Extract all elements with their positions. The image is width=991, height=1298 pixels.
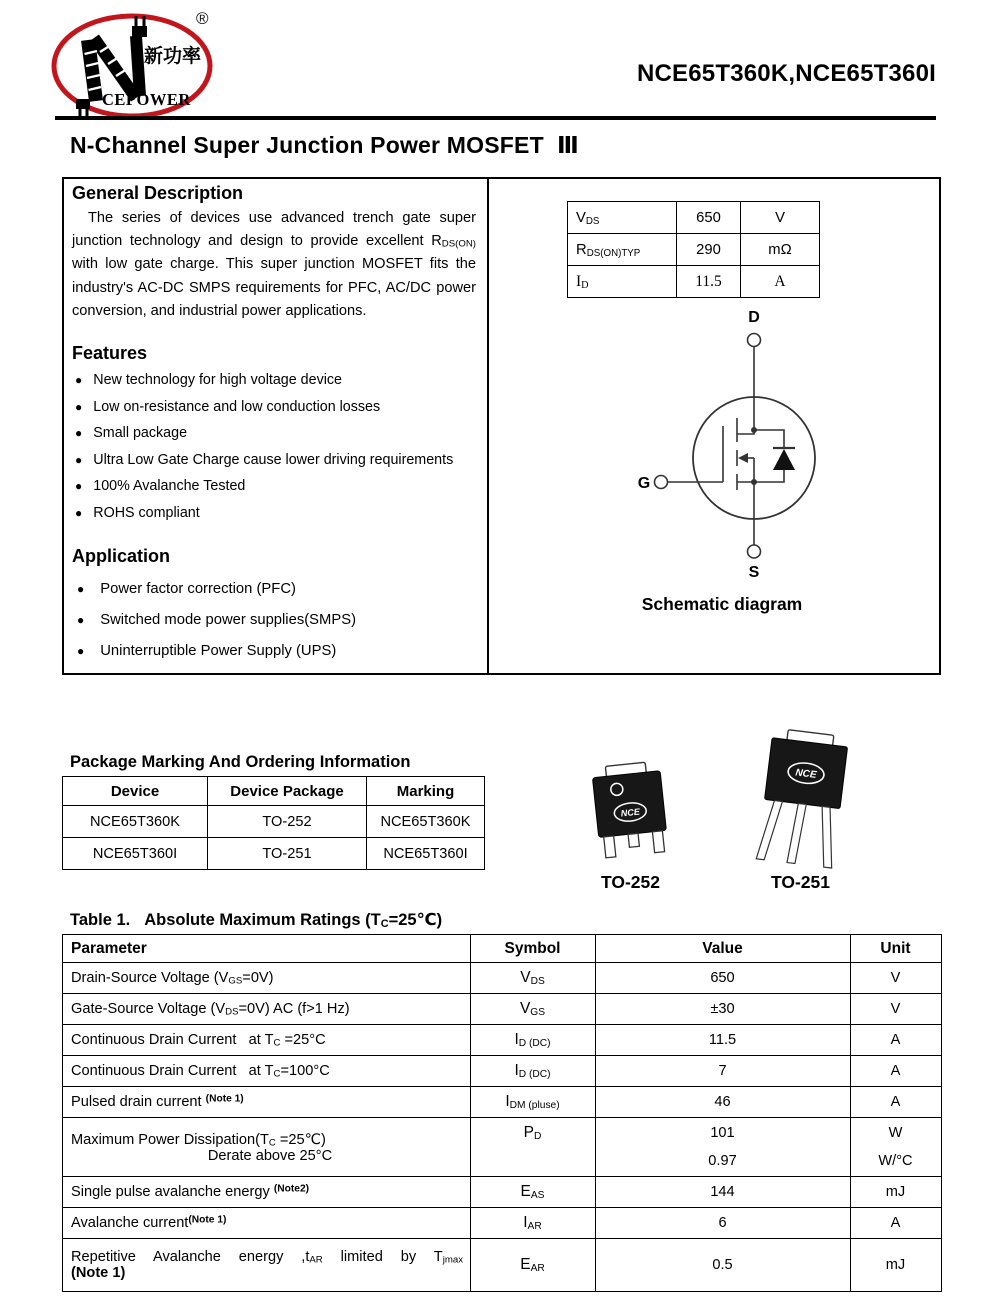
symbol-cell: $I_{D (DC)}$ <box>471 1056 596 1087</box>
value-line: 0.97 <box>708 1153 737 1169</box>
param-cell <box>63 1239 471 1292</box>
abs-max-ratings-table <box>62 934 942 1292</box>
ordering-col-header: Marking <box>367 777 485 806</box>
symbol-cell: $P_D$ <box>471 1118 596 1177</box>
mosfet-schematic <box>604 300 904 600</box>
unit-cell <box>851 1118 942 1177</box>
value-cell <box>596 1025 851 1056</box>
key-spec-param: $I_D$ <box>568 266 677 298</box>
value-cell <box>596 963 851 994</box>
unit-cell <box>851 1056 942 1087</box>
application-heading: Application <box>72 546 170 566</box>
value-line: 11.5 <box>708 1032 737 1048</box>
param-text: Pulsed drain current $^{(Note 1)}$ <box>71 1093 244 1110</box>
value-line: 46 <box>714 1094 731 1110</box>
package-label-to252: TO-252 <box>600 872 660 892</box>
key-spec-value: 11.5 <box>677 266 741 298</box>
bullet-icon: ● <box>77 582 85 596</box>
bullet-icon: ● <box>75 399 83 414</box>
ncepower-logo <box>48 4 218 119</box>
feature-item <box>72 367 453 394</box>
value-line: ±30 <box>710 1001 735 1017</box>
table-row <box>63 994 942 1025</box>
symbol-cell: $E_{AR}$ <box>471 1239 596 1292</box>
symbol-cell: $V_{DS}$ <box>471 963 596 994</box>
unit-line: V <box>890 970 901 986</box>
schematic-caption: Schematic diagram <box>641 594 803 614</box>
key-spec-row <box>568 234 820 266</box>
features-heading: Features <box>72 343 148 363</box>
key-spec-row <box>568 202 820 234</box>
param-text: Avalanche current$^{(Note 1)}$ <box>71 1214 227 1231</box>
key-specs-table <box>567 201 820 298</box>
application-item <box>72 605 356 636</box>
feature-item <box>72 394 453 421</box>
unit-line: W <box>888 1125 903 1141</box>
feature-item <box>72 420 453 447</box>
value-line: 0.5 <box>712 1257 733 1273</box>
table-row <box>63 1056 942 1087</box>
table1-col-header: Parameter <box>63 935 471 963</box>
value-line: 101 <box>710 1125 735 1141</box>
key-spec-unit: mΩ <box>741 234 820 266</box>
unit-cell <box>851 994 942 1025</box>
value-line: 650 <box>710 970 735 986</box>
feature-label: Ultra Low Gate Charge cause lower driving requirements <box>93 451 454 468</box>
value-cell <box>596 1177 851 1208</box>
param-cell <box>63 1025 471 1056</box>
feature-label: Low on-resistance and low conduction losses <box>93 398 381 415</box>
feature-item <box>72 500 453 527</box>
package-logo-text: NCE <box>794 767 818 781</box>
param-text-line2: (Note 1) <box>71 1265 126 1281</box>
general-description-body: The series of devices use advanced trench gate super junction technology and design to provide excellent $R_{DS(ON)}$ with low gate charge. This super junction MOSFET fits the industry's AC-DC SMPS requirements for PFC, AC/DC power conversion, and industrial power applications. <box>72 210 476 319</box>
table-row <box>63 1239 942 1292</box>
param-text: Repetitive Avalanche energy $,t_{AR}$ limited by $T_{jmax}$ <box>71 1249 464 1266</box>
param-cell <box>63 1087 471 1118</box>
table-row <box>63 1118 942 1177</box>
table-row <box>63 1208 942 1239</box>
unit-line: A <box>890 1063 901 1079</box>
bullet-icon: ● <box>75 373 83 387</box>
key-spec-unit: V <box>741 202 820 234</box>
ordering-col-header: Device <box>63 777 208 806</box>
bullet-icon: ● <box>77 644 85 658</box>
param-text: Continuous Drain Current at $T_C=100^\circ C$ <box>71 1063 330 1080</box>
value-line: 144 <box>710 1184 735 1200</box>
symbol-cell: $V_{GS}$ <box>471 994 596 1025</box>
param-text: Gate-Source Voltage $(V_{DS}=0V)$ AC (f>1 Hz) <box>71 1001 350 1018</box>
ordering-table <box>62 776 485 870</box>
ordering-row <box>63 838 485 870</box>
ordering-heading: Package Marking And Ordering Information <box>70 753 411 771</box>
logo-en-text: CEPOWER <box>102 90 191 109</box>
source-terminal <box>748 545 761 558</box>
value-cell <box>596 1056 851 1087</box>
feature-label: 100% Avalanche Tested <box>93 478 246 495</box>
ordering-cell: NCE65T360K <box>63 806 208 838</box>
bullet-icon: ● <box>75 505 83 520</box>
table1-label: Table 1. <box>70 911 131 929</box>
feature-item <box>72 473 453 500</box>
param-cell <box>63 994 471 1025</box>
symbol-cell: $I_{DM (pluse)}$ <box>471 1087 596 1118</box>
param-text: Continuous Drain Current at $T_C =25^\circ C$ <box>71 1032 326 1049</box>
table1-title: Absolute Maximum Ratings $(T_C=25℃)$ <box>144 911 443 930</box>
ordering-cell: NCE65T360I <box>367 838 485 870</box>
value-line: 6 <box>718 1215 727 1231</box>
key-spec-value: 290 <box>677 234 741 266</box>
application-item <box>72 574 356 605</box>
features-list <box>72 367 453 527</box>
ordering-row <box>63 806 485 838</box>
unit-cell <box>851 1025 942 1056</box>
value-cell <box>596 994 851 1025</box>
unit-line: A <box>890 1032 901 1048</box>
bullet-icon: ● <box>75 479 83 494</box>
logo-cn-text: 新功率 <box>144 46 202 67</box>
application-label: Uninterruptible Power Supply (UPS) <box>100 643 337 659</box>
drain-label: D <box>748 309 760 326</box>
unit-line: V <box>890 1001 901 1017</box>
param-text: Drain-Source Voltage $(V_{GS}=0V)$ <box>71 970 274 987</box>
table-row <box>63 1177 942 1208</box>
param-cell <box>63 1118 471 1177</box>
unit-line: W/°C <box>878 1153 913 1169</box>
key-spec-param: $V_{DS}$ <box>568 202 677 234</box>
table-row <box>63 1087 942 1118</box>
overview-divider <box>487 179 489 673</box>
table-row <box>63 1025 942 1056</box>
gate-label: G <box>637 475 651 492</box>
package-label-to251: TO-251 <box>770 872 830 892</box>
feature-label: New technology for high voltage device <box>93 372 343 388</box>
ordering-col-header: Device Package <box>208 777 367 806</box>
param-cell <box>63 1056 471 1087</box>
source-label: S <box>748 564 760 581</box>
package-to251-image <box>740 722 866 874</box>
value-cell <box>596 1239 851 1292</box>
package-to252-image <box>578 752 683 866</box>
ordering-cell: NCE65T360I <box>63 838 208 870</box>
value-cell <box>596 1118 851 1177</box>
symbol-cell: $E_{AS}$ <box>471 1177 596 1208</box>
param-text: Single pulse avalanche energy $^{(Note2)}$ <box>71 1183 310 1200</box>
ordering-cell: TO-252 <box>208 806 367 838</box>
unit-line: mJ <box>885 1184 906 1200</box>
feature-item <box>72 447 453 474</box>
part-numbers: NCE65T360K,NCE65T360I <box>636 60 936 87</box>
unit-cell <box>851 1239 942 1292</box>
value-line: 7 <box>718 1063 727 1079</box>
value-cell <box>596 1087 851 1118</box>
unit-cell <box>851 963 942 994</box>
application-label: Switched mode power supplies(SMPS) <box>100 612 357 628</box>
unit-cell <box>851 1177 942 1208</box>
package-logo-text: NCE <box>620 806 641 819</box>
bullet-icon: ● <box>75 426 83 441</box>
param-text: Maximum Power $Dissipation(T_C$ =25℃) <box>71 1131 326 1149</box>
overview-box <box>62 177 941 675</box>
application-list <box>72 574 356 667</box>
key-spec-row <box>568 266 820 298</box>
table1-col-header: Unit <box>851 935 942 963</box>
feature-label: Small package <box>93 425 188 442</box>
header-rule <box>55 116 936 120</box>
unit-cell <box>851 1087 942 1118</box>
key-spec-unit: A <box>741 266 820 298</box>
symbol-cell: $I_{D (DC)}$ <box>471 1025 596 1056</box>
bullet-icon: ● <box>77 613 85 627</box>
table1-header-row <box>63 935 942 963</box>
table1-heading <box>70 910 442 930</box>
param-text-line2: Derate above 25°C <box>207 1147 333 1164</box>
table-row <box>63 963 942 994</box>
gate-terminal <box>655 476 668 489</box>
param-cell <box>63 1208 471 1239</box>
ordering-cell: NCE65T360K <box>367 806 485 838</box>
drain-terminal <box>748 334 761 347</box>
unit-line: A <box>890 1215 901 1231</box>
body-diode <box>773 449 795 470</box>
param-cell <box>63 1177 471 1208</box>
application-item <box>72 636 356 667</box>
mosfet-arrow <box>738 453 748 463</box>
param-cell <box>63 963 471 994</box>
bullet-icon: ● <box>75 452 83 467</box>
key-spec-param: $R_{DS(ON)TYP}$ <box>568 234 677 266</box>
page-title: N-Channel Super Junction Power MOSFET Ⅲ <box>70 132 579 158</box>
unit-cell <box>851 1208 942 1239</box>
unit-line: A <box>890 1094 901 1110</box>
table1-col-header: Value <box>596 935 851 963</box>
ordering-cell: TO-251 <box>208 838 367 870</box>
feature-label: ROHS compliant <box>93 504 200 521</box>
symbol-cell: $I_{AR}$ <box>471 1208 596 1239</box>
unit-line: mJ <box>885 1257 906 1273</box>
table1-col-header: Symbol <box>471 935 596 963</box>
application-label: Power factor correction (PFC) <box>100 581 296 597</box>
value-cell <box>596 1208 851 1239</box>
key-spec-value: 650 <box>677 202 741 234</box>
general-description-heading: General Description <box>72 183 244 203</box>
ordering-header-row <box>63 777 485 806</box>
registered-mark: ® <box>196 9 209 28</box>
